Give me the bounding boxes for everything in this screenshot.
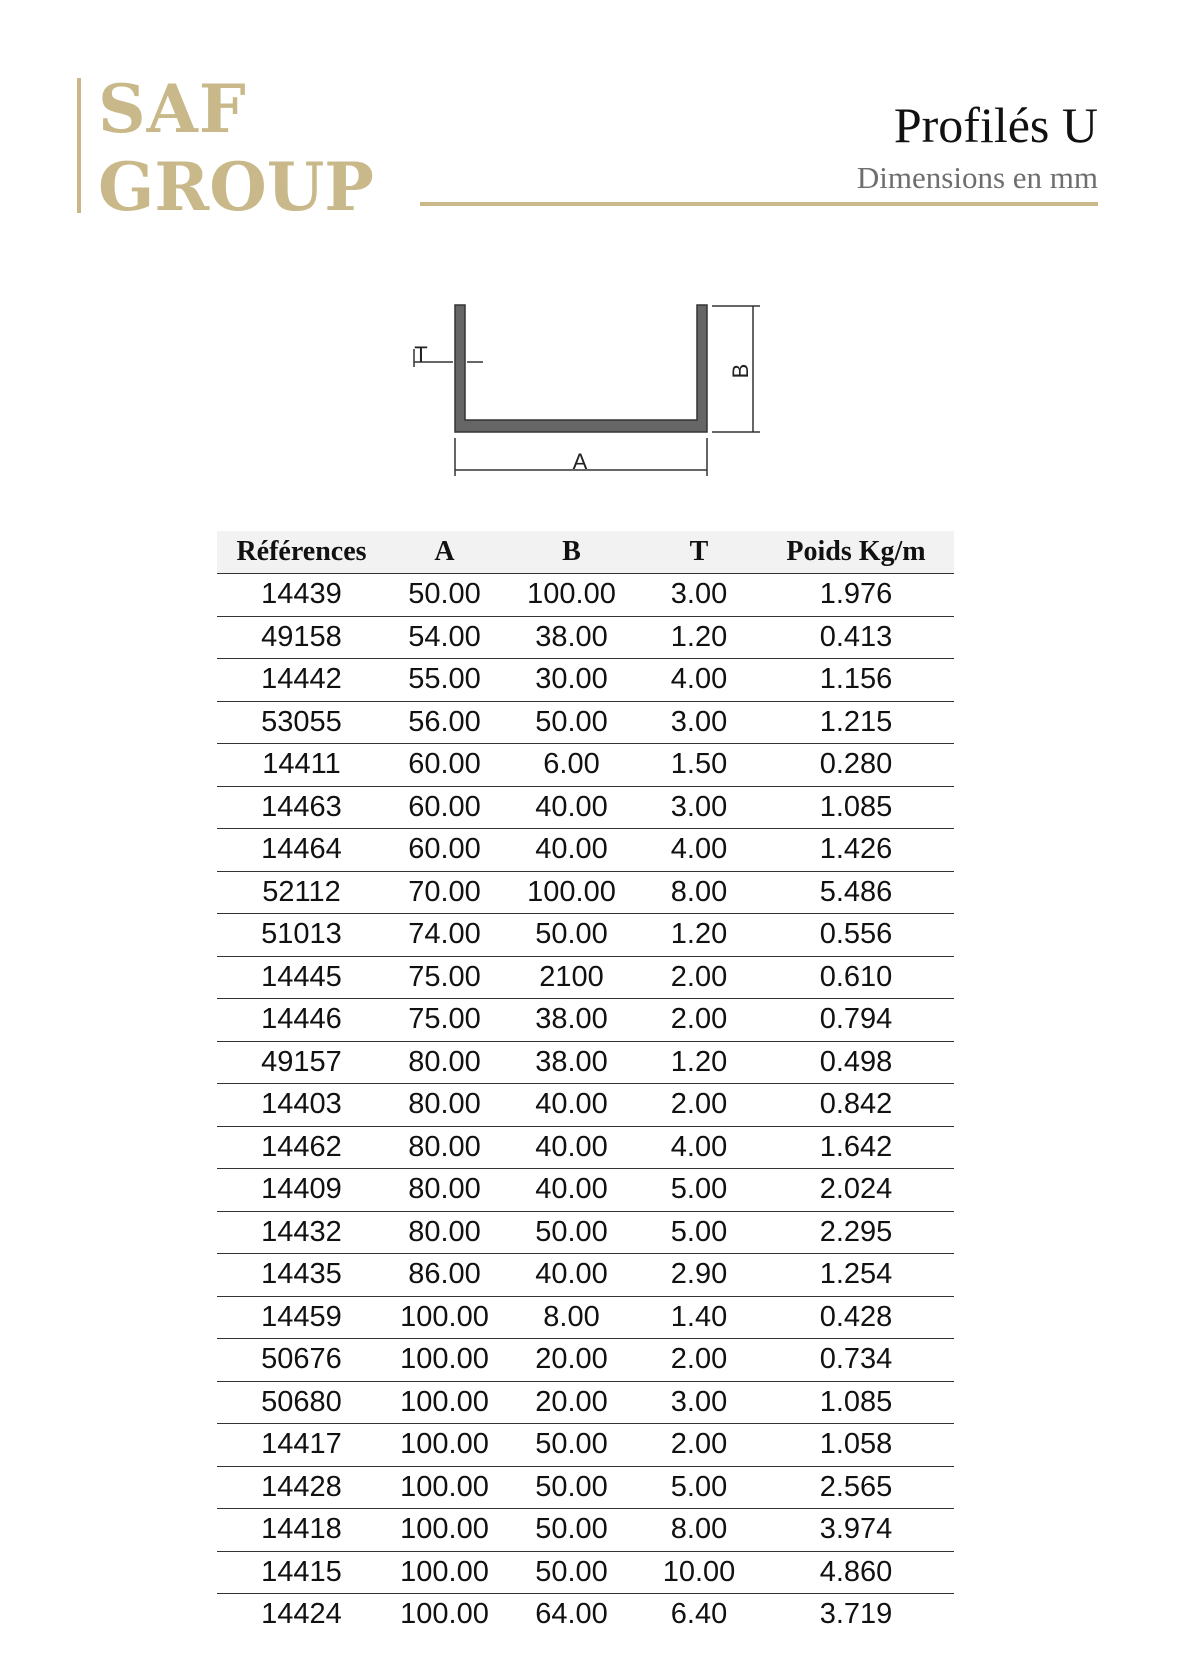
cell-a: 80.00 xyxy=(386,1084,503,1127)
table-row xyxy=(217,1211,954,1254)
cell-b: 40.00 xyxy=(503,1126,640,1169)
cell-t: 6.40 xyxy=(670,1598,728,1631)
cell-b: 50.00 xyxy=(503,1466,640,1509)
cell-a: 54.00 xyxy=(386,616,503,659)
cell-reference: 51013 xyxy=(217,914,386,957)
cell-b: 20.00 xyxy=(503,1381,640,1424)
cell-t: 2.00 xyxy=(640,1424,758,1467)
cell-weight: 4.860 xyxy=(758,1551,954,1594)
cell-weight: 0.610 xyxy=(758,956,954,999)
cell-reference: 14435 xyxy=(217,1254,386,1297)
table-row xyxy=(217,1551,954,1594)
cell-weight: 1.085 xyxy=(758,786,954,829)
header-a: A xyxy=(386,531,503,574)
table-header-row xyxy=(217,531,954,574)
table-row xyxy=(217,1509,954,1552)
cell-weight: 1.254 xyxy=(758,1254,954,1297)
cell-t: 2.00 xyxy=(640,999,758,1042)
cell-weight: 0.556 xyxy=(758,914,954,957)
cell-a: 60.00 xyxy=(386,786,503,829)
cell-a: 80.00 xyxy=(386,1169,503,1212)
cell-weight: 2.295 xyxy=(758,1211,954,1254)
table-row xyxy=(217,659,954,702)
cell-reference: 14459 xyxy=(217,1296,386,1339)
table-row xyxy=(217,1126,954,1169)
cell-t: 2.00 xyxy=(640,1084,758,1127)
table-row xyxy=(217,829,954,872)
cell-a: 75.00 xyxy=(386,999,503,1042)
table-row xyxy=(217,1169,954,1212)
table-row xyxy=(217,956,954,999)
cell-b: 30.00 xyxy=(503,659,640,702)
cell-a: 80.00 xyxy=(386,1126,503,1169)
table-body xyxy=(217,574,954,1636)
table-row xyxy=(217,1339,954,1382)
u-profile-shape xyxy=(455,305,707,432)
cell-reference: 14418 xyxy=(217,1509,386,1552)
cell-reference: 14403 xyxy=(217,1084,386,1127)
cell-b: 50.00 xyxy=(503,1509,640,1552)
cell-b: 50.00 xyxy=(503,701,640,744)
cell-b: 50.00 xyxy=(503,1424,640,1467)
cell-t: 3.00 xyxy=(640,701,758,744)
cell-a: 100.00 xyxy=(386,1466,503,1509)
table-row xyxy=(217,1296,954,1339)
table-row xyxy=(217,914,954,957)
header-t: T xyxy=(640,531,758,574)
cell-b: 40.00 xyxy=(503,786,640,829)
cell-weight: 2.024 xyxy=(758,1169,954,1212)
table-row xyxy=(217,1594,954,1636)
cell-weight: 1.215 xyxy=(758,701,954,744)
cell-a: 80.00 xyxy=(386,1041,503,1084)
table-row xyxy=(217,871,954,914)
dimension-t-label: T xyxy=(414,342,428,367)
cell-b: 38.00 xyxy=(503,999,640,1042)
cell-b: 6.00 xyxy=(503,744,640,787)
cell-weight: 1.058 xyxy=(758,1424,954,1467)
cell-a: 56.00 xyxy=(386,701,503,744)
cell-reference: 14424 xyxy=(261,1598,342,1631)
cell-reference: 50676 xyxy=(217,1339,386,1382)
cell-weight: 5.486 xyxy=(758,871,954,914)
cell-reference: 52112 xyxy=(217,871,386,914)
logo-line-1: SAF xyxy=(98,70,247,148)
cell-reference: 14409 xyxy=(217,1169,386,1212)
cell-weight: 1.085 xyxy=(758,1381,954,1424)
cell-weight: 0.842 xyxy=(758,1084,954,1127)
cell-a: 75.00 xyxy=(386,956,503,999)
cell-a: 100.00 xyxy=(386,1509,503,1552)
cell-t: 1.20 xyxy=(640,616,758,659)
cell-a: 100.00 xyxy=(386,1381,503,1424)
cell-reference: 14462 xyxy=(217,1126,386,1169)
cell-b: 38.00 xyxy=(503,1041,640,1084)
cell-t: 2.00 xyxy=(640,1339,758,1382)
cell-weight: 0.428 xyxy=(758,1296,954,1339)
cell-reference: 14415 xyxy=(217,1551,386,1594)
page-title: Profilés U xyxy=(893,97,1098,153)
cell-b: 50.00 xyxy=(503,1211,640,1254)
cell-t: 1.20 xyxy=(640,1041,758,1084)
cell-weight: 0.498 xyxy=(758,1041,954,1084)
table-row xyxy=(217,1424,954,1467)
cell-weight: 1.426 xyxy=(758,829,954,872)
header-b: B xyxy=(503,531,640,574)
cell-t: 5.00 xyxy=(640,1169,758,1212)
table-row xyxy=(217,701,954,744)
table-row xyxy=(217,1254,954,1297)
cell-weight: 0.413 xyxy=(758,616,954,659)
cell-a: 50.00 xyxy=(386,574,503,617)
cell-t: 10.00 xyxy=(640,1551,758,1594)
cell-reference: 14417 xyxy=(217,1424,386,1467)
cell-t: 2.00 xyxy=(640,956,758,999)
cell-t: 5.00 xyxy=(640,1466,758,1509)
cell-reference: 53055 xyxy=(217,701,386,744)
cell-t: 4.00 xyxy=(640,1126,758,1169)
cell-reference: 14464 xyxy=(217,829,386,872)
cell-weight: 0.734 xyxy=(758,1339,954,1382)
cell-reference: 14432 xyxy=(217,1211,386,1254)
cell-b: 8.00 xyxy=(503,1296,640,1339)
cell-a: 100.00 xyxy=(386,1296,503,1339)
cell-b: 50.00 xyxy=(503,1551,640,1594)
cell-reference: 14411 xyxy=(217,744,386,787)
cell-t: 4.00 xyxy=(640,659,758,702)
cell-a: 60.00 xyxy=(386,744,503,787)
cell-reference: 14428 xyxy=(217,1466,386,1509)
table-row xyxy=(217,616,954,659)
cell-a: 70.00 xyxy=(386,871,503,914)
cell-t: 4.00 xyxy=(640,829,758,872)
cell-b: 64.00 xyxy=(535,1598,608,1631)
cell-weight: 2.565 xyxy=(758,1466,954,1509)
cell-t: 3.00 xyxy=(640,1381,758,1424)
table-row xyxy=(217,786,954,829)
cell-a: 86.00 xyxy=(386,1254,503,1297)
cell-weight: 0.280 xyxy=(758,744,954,787)
logo-line-2: GROUP xyxy=(98,148,374,226)
cell-b: 50.00 xyxy=(503,914,640,957)
cell-b: 2100 xyxy=(503,956,640,999)
u-profile-diagram xyxy=(0,0,1178,500)
cell-b: 40.00 xyxy=(503,1084,640,1127)
cell-weight: 1.976 xyxy=(758,574,954,617)
cell-t: 3.00 xyxy=(640,574,758,617)
cell-a: 80.00 xyxy=(386,1211,503,1254)
cell-reference: 49158 xyxy=(217,616,386,659)
cell-b: 40.00 xyxy=(503,829,640,872)
cell-reference: 14463 xyxy=(217,786,386,829)
cell-reference: 14442 xyxy=(217,659,386,702)
page-subtitle: Dimensions en mm xyxy=(856,160,1098,195)
cell-t: 1.20 xyxy=(640,914,758,957)
cell-t: 5.00 xyxy=(640,1211,758,1254)
cell-reference: 14446 xyxy=(217,999,386,1042)
cell-b: 40.00 xyxy=(503,1254,640,1297)
table-row xyxy=(217,1084,954,1127)
cell-a: 100.00 xyxy=(386,1424,503,1467)
cell-a: 100.00 xyxy=(386,1339,503,1382)
cell-a: 100.00 xyxy=(400,1598,489,1631)
cell-a: 74.00 xyxy=(386,914,503,957)
cell-b: 20.00 xyxy=(503,1339,640,1382)
cell-a: 100.00 xyxy=(386,1551,503,1594)
cell-t: 8.00 xyxy=(640,1509,758,1552)
cell-reference: 14445 xyxy=(217,956,386,999)
dimension-b-label: B xyxy=(728,363,753,379)
dimension-a-label: A xyxy=(572,449,588,474)
table-row xyxy=(217,744,954,787)
cell-a: 55.00 xyxy=(386,659,503,702)
cell-weight: 0.794 xyxy=(758,999,954,1042)
cell-b: 100.00 xyxy=(503,871,640,914)
cell-b: 100.00 xyxy=(503,574,640,617)
header-references: Références xyxy=(217,531,386,574)
cell-a: 60.00 xyxy=(386,829,503,872)
cell-weight: 1.156 xyxy=(758,659,954,702)
table-row xyxy=(217,1381,954,1424)
cell-b: 40.00 xyxy=(503,1169,640,1212)
cell-t: 1.50 xyxy=(640,744,758,787)
table-row xyxy=(217,1041,954,1084)
cell-weight: 3.719 xyxy=(819,1598,893,1631)
table-row xyxy=(217,999,954,1042)
cell-t: 2.90 xyxy=(640,1254,758,1297)
header-weight: Poids Kg/m xyxy=(758,531,954,574)
cell-reference: 49157 xyxy=(217,1041,386,1084)
cell-b: 38.00 xyxy=(503,616,640,659)
cell-t: 1.40 xyxy=(640,1296,758,1339)
cell-reference: 50680 xyxy=(217,1381,386,1424)
table-row xyxy=(217,1466,954,1509)
cell-weight: 3.974 xyxy=(758,1509,954,1552)
u-profiles-table xyxy=(217,531,954,1636)
cell-t: 8.00 xyxy=(640,871,758,914)
cell-t: 3.00 xyxy=(640,786,758,829)
cell-reference: 14439 xyxy=(217,574,386,617)
table-row xyxy=(217,574,954,617)
cell-weight: 1.642 xyxy=(758,1126,954,1169)
